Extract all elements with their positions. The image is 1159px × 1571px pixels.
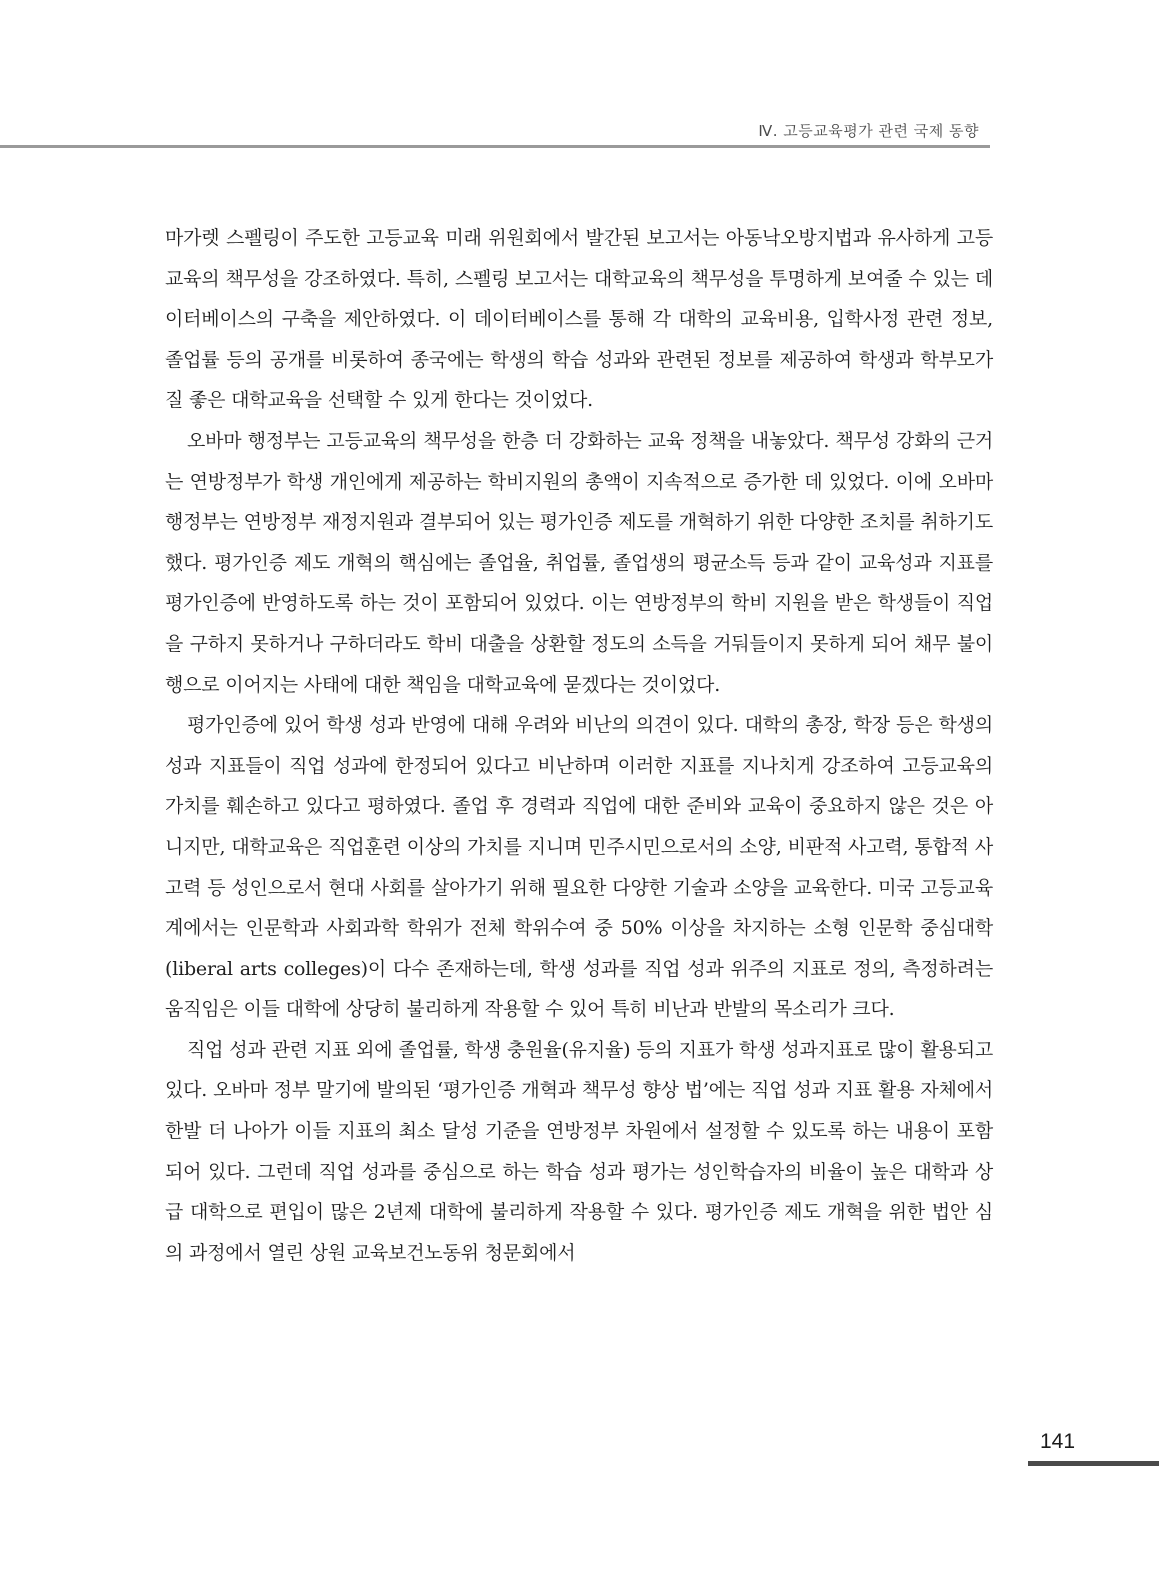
running-header: Ⅳ. 고등교육평가 관련 국제 동향	[758, 122, 979, 140]
paragraph: 오바마 행정부는 고등교육의 책무성을 한층 더 강화하는 교육 정책을 내놓았다. 책무성 강화의 근거는 연방정부가 학생 개인에게 제공하는 학비지원의 총액이 지속적으로 증가한 데 있었다. 이에 오바마 행정부는 연방정부 재정지원과 결부되어 있는 평가인증 제도를 개혁하기 위한 다양한 조치를 취하기도 했다. 평가인증 제도 개혁의 핵심에는 졸업율, 취업률, 졸업생의 평균소득 등과 같이 교육성과 지표를 평가인증에 반영하도록 하는 것이 포함되어 있었다. 이는 연방정부의 학비 지원을 받은 학생들이 직업을 구하지 못하거나 구하더라도 학비 대출을 상환할 정도의 소득을 거둬들이지 못하게 되어 채무 불이행으로 이어지는 사태에 대한 책임을 대학교육에 묻겠다는 것이었다.	[165, 429, 993, 696]
page-number: 141	[1040, 1430, 1076, 1453]
header-rule	[0, 145, 990, 148]
paragraph: 마가렛 스펠링이 주도한 고등교육 미래 위원회에서 발간된 보고서는 아동낙오방지법과 유사하게 고등교육의 책무성을 강조하였다. 특히, 스펠링 보고서는 대학교육의 책무성을 투명하게 보여줄 수 있는 데이터베이스의 구축을 제안하였다. 이 데이터베이스를 통해 각 대학의 교육비용, 입학사정 관련 정보, 졸업률 등의 공개를 비롯하여 종국에는 학생의 학습 성과와 관련된 정보를 제공하여 학생과 학부모가 질 좋은 대학교육을 선택할 수 있게 한다는 것이었다.	[165, 227, 993, 412]
paragraph: 직업 성과 관련 지표 외에 졸업률, 학생 충원율(유지율) 등의 지표가 학생 성과지표로 많이 활용되고 있다. 오바마 정부 말기에 발의된 ‘평가인증 개혁과 책무성 향상 법’에는 직업 성과 지표 활용 자체에서 한발 더 나아가 이들 지표의 최소 달성 기준을 연방정부 차원에서 설정할 수 있도록 하는 내용이 포함되어 있다. 그런데 직업 성과를 중심으로 하는 학습 성과 평가는 성인학습자의 비율이 높은 대학과 상급 대학으로 편입이 많은 2년제 대학에 불리하게 작용할 수 있다. 평가인증 제도 개혁을 위한 법안 심의 과정에서 열린 상원 교육보건노동위 청문회에서	[165, 1038, 993, 1264]
paragraph: 평가인증에 있어 학생 성과 반영에 대해 우려와 비난의 의견이 있다. 대학의 총장, 학장 등은 학생의 성과 지표들이 직업 성과에 한정되어 있다고 비난하며 이러한 지표를 지나치게 강조하여 고등교육의 가치를 훼손하고 있다고 평하였다. 졸업 후 경력과 직업에 대한 준비와 교육이 중요하지 않은 것은 아니지만, 대학교육은 직업훈련 이상의 가치를 지니며 민주시민으로서의 소양, 비판적 사고력, 통합적 사고력 등 성인으로서 현대 사회를 살아가기 위해 필요한 다양한 기술과 소양을 교육한다. 미국 고등교육계에서는 인문학과 사회과학 학위가 전체 학위수여 중 50% 이상을 차지하는 소형 인문학 중심대학(liberal arts colleges)이 다수 존재하는데, 학생 성과를 직업 성과 위주의 지표로 정의, 측정하려는 움직임은 이들 대학에 상당히 불리하게 작용할 수 있어 특히 비난과 반발의 목소리가 크다.	[165, 714, 993, 1021]
body-text	[165, 218, 993, 1273]
footer-rule	[1028, 1461, 1159, 1466]
